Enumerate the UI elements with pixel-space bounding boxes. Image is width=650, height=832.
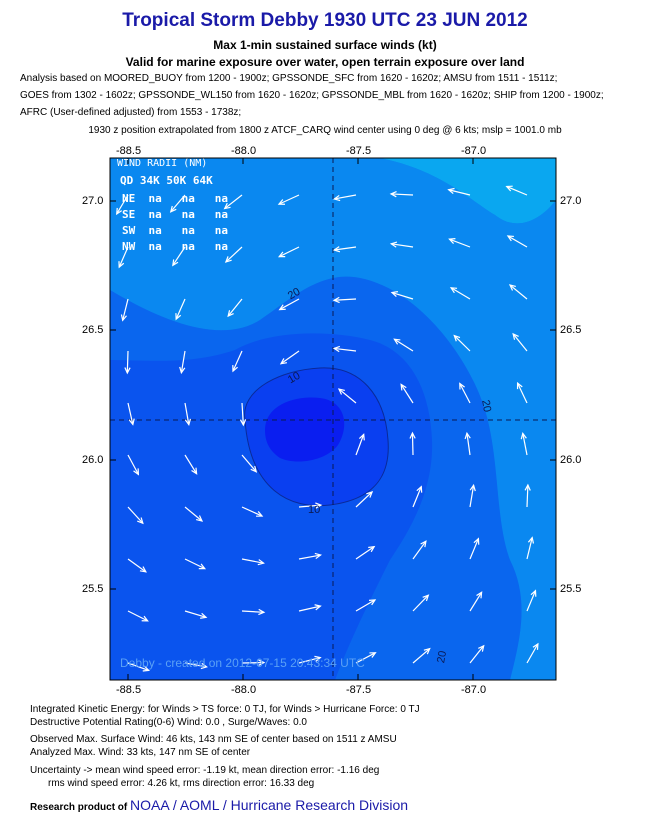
radii-col-50k: 50K [166,174,187,187]
ike-text: Integrated Kinetic Energy: for Winds > TS force: 0 TJ, for Winds > Hurricane Force: 0 TJ [30,704,420,715]
y-tick-label: 26.5 [560,324,582,336]
analysis-line-2: GOES from 1302 - 1602z; GPSSONDE_WL150 from 1620 - 1620z; GPSSONDE_MBL from 1620 - 1620z; SHIP from 1200 - 1900z; [20,90,604,101]
research-credit [30,797,408,813]
uncertainty-text-1: Uncertainty -> mean wind speed error: -1.19 kt, mean direction error: -1.16 deg [30,765,380,776]
x-tick-label: -87.5 [346,145,372,157]
wind-arrow [412,433,413,455]
page-title: Tropical Storm Debby 1930 UTC 23 JUN 2012 [122,10,528,31]
radii-row-ne: NE na na na [122,192,228,205]
uncertainty-text-2: rms wind speed error: 4.26 kt, rms direction error: 16.33 deg [48,778,315,789]
observed-max-text: Observed Max. Surface Wind: 46 kts, 143 nm SE of center based on 1511 z AMSU [30,734,397,745]
y-tick-label: 26.0 [560,454,582,466]
radii-row-nw: NW na na na [122,240,228,253]
y-tick-label: 25.5 [560,583,582,595]
y-tick-label: 27.0 [82,195,104,207]
map-watermark: Debby - created on 2012-07-15 20:43:34 UTC [120,656,365,670]
wind-radii-title: WIND RADII (NM) [117,158,208,169]
radii-row-se: SE na na na [122,208,228,221]
radii-col-qd: QD [120,174,134,187]
analyzed-max-text: Analyzed Max. Wind: 33 kts, 147 nm SE of center [30,747,251,758]
analysis-line-1: Analysis based on MOORED_BUOY from 1200 - 1900z; GPSSONDE_SFC from 1620 - 1620z; AMSU from 1511 - 1511z; [20,73,558,84]
contour-label: 10 [285,369,303,387]
credit-prefix: Research product of [30,802,128,813]
y-tick-label: 25.5 [82,583,104,595]
x-tick-label: -88.5 [116,145,142,157]
y-tick-label: 26.5 [82,324,104,336]
x-tick-label: -88.5 [116,684,142,696]
x-tick-label: -87.0 [461,145,487,157]
wind-arrow [127,351,128,373]
x-tick-label: -87.5 [346,684,372,696]
wind-radii-table [122,191,228,255]
dpr-text: Destructive Potential Rating(0-6) Wind: 0.0 , Surge/Waves: 0.0 [30,717,307,728]
x-tick-label: -88.0 [231,145,257,157]
contour-label: 20 [435,649,450,665]
analysis-line-3: AFRC (User-defined adjusted) from 1553 - 1738z; [20,107,242,118]
contour-label: 20 [285,285,303,303]
position-line: 1930 z position extrapolated from 1800 z ATCF_CARQ wind center using 0 deg @ 6 kts; mslp = 1001.0 mb [88,125,562,136]
subtitle-exposure: Valid for marine exposure over water, open terrain exposure over land [125,55,525,69]
contour-label: 20 [479,398,494,414]
y-tick-label: 26.0 [82,454,104,466]
x-tick-label: -87.0 [461,684,487,696]
radii-col-34k: 34K [139,174,160,187]
noaa-link[interactable]: NOAA / AOML / Hurricane Research Division [130,797,409,813]
wind-radii-header [120,174,213,187]
subtitle-winds: Max 1-min sustained surface winds (kt) [213,38,437,52]
x-tick-label: -88.0 [231,684,257,696]
y-tick-label: 27.0 [560,195,582,207]
radii-col-64k: 64K [192,174,213,187]
radii-row-sw: SW na na na [122,224,228,237]
contour-label: 10 [308,504,321,516]
